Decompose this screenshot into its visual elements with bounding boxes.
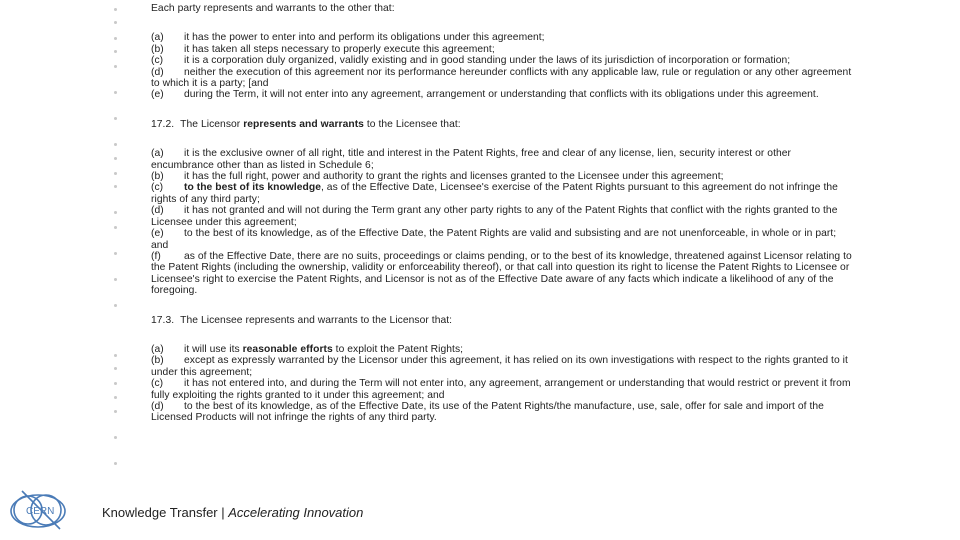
bullet-marker bbox=[114, 410, 117, 413]
item-tag: (a) bbox=[151, 148, 164, 160]
section-number: 17.3. bbox=[151, 314, 175, 326]
item-tag: (e) bbox=[151, 89, 164, 101]
item-text: to the best of its knowledge, as of the Effective Date, the Patent Rights are valid and subsisting and are not unenforceable, in whole or in part; and bbox=[151, 228, 837, 251]
bullet-marker bbox=[114, 157, 117, 160]
list-item bbox=[151, 228, 856, 251]
bullet-marker bbox=[114, 65, 117, 68]
item-text: neither the execution of this agreement nor its performance hereunder conflicts with any applicable law, rule or regulation or any other agreement to which it is a party; [and bbox=[151, 66, 852, 90]
bullet-marker bbox=[114, 304, 117, 307]
intro-paragraph: Each party represents and warrants to the other that: bbox=[151, 3, 395, 14]
bullet-marker bbox=[114, 91, 117, 94]
item-tag: (b) bbox=[151, 355, 164, 367]
licensor-warranties-list bbox=[151, 148, 856, 296]
item-text: it is the exclusive owner of all right, title and interest in the Patent Rights, free and clear of any license, lien, security interest or other encumbrance other than as listed in Schedule 6; bbox=[151, 148, 792, 171]
section-heading-17-2 bbox=[151, 119, 856, 130]
item-tag: (c) bbox=[151, 378, 164, 390]
bullet-marker bbox=[114, 8, 117, 11]
bullet-marker bbox=[114, 396, 117, 399]
bullet-marker bbox=[114, 382, 117, 385]
logo-wordmark: CERN bbox=[26, 506, 55, 517]
item-text: it has the full right, power and authority to grant the rights and licenses granted to the Licensee under this agreement; bbox=[184, 171, 724, 183]
list-item bbox=[151, 344, 856, 355]
list-item bbox=[151, 32, 856, 43]
item-text: to the best of its knowledge, as of the Effective Date, its use of the Patent Rights/the manufacture, use, sale, offer for sale and import of the Licensed Products will not infringe the rights of any third party. bbox=[151, 400, 824, 424]
item-tag: (b) bbox=[151, 43, 164, 55]
item-text: it will use its bbox=[184, 343, 243, 355]
bullet-marker bbox=[114, 436, 117, 439]
bullet-marker bbox=[114, 21, 117, 24]
heading-text: to the Licensee that: bbox=[363, 118, 461, 130]
item-text: as of the Effective Date, there are no suits, proceedings or claims pending, or to the best of its knowledge, threatened against Licensor relating to the Patent Rights (including the ownership, validity or enforceability thereof), or that call into question its right to license the Patent Rights to Licensee or Licensee's right to exercise the Patent Rights, and Licensor is not as of the Effective Date aware of any facts which indicate a likelihood of any of the foregoing. bbox=[151, 250, 852, 297]
list-item bbox=[151, 205, 856, 228]
bullet-marker bbox=[114, 50, 117, 53]
list-item bbox=[151, 401, 856, 424]
bullet-marker bbox=[114, 37, 117, 40]
mutual-warranties-list bbox=[151, 32, 856, 100]
heading-emphasis: represents and warrants bbox=[243, 118, 364, 130]
item-tag: (a) bbox=[151, 32, 164, 44]
item-tag: (a) bbox=[151, 343, 164, 355]
list-item bbox=[151, 182, 856, 205]
footer-org: Knowledge Transfer bbox=[102, 505, 218, 520]
bullet-marker bbox=[114, 226, 117, 229]
item-text: it has not granted and will not during the Term grant any other party rights to any of the Patent Rights that conflict with the rights granted to the Licensee under this agreement; bbox=[151, 205, 838, 228]
cern-logo bbox=[8, 489, 72, 540]
bullet-marker bbox=[114, 185, 117, 188]
section-heading-17-3 bbox=[151, 315, 856, 326]
item-tag: (f) bbox=[151, 250, 161, 262]
list-item bbox=[151, 148, 856, 171]
bullet-marker bbox=[114, 462, 117, 465]
item-tag: (e) bbox=[151, 228, 164, 240]
footer-separator: | bbox=[217, 505, 229, 520]
bullet-marker bbox=[114, 117, 117, 120]
item-text: it has taken all steps necessary to properly execute this agreement; bbox=[184, 43, 495, 55]
item-text: except as expressly warranted by the Licensor under this agreement, it has relied on its own investigations with respect to the rights granted to it under this agreement; bbox=[151, 355, 848, 378]
item-text: it has the power to enter into and perform its obligations under this agreement; bbox=[184, 32, 545, 44]
footer bbox=[102, 505, 363, 520]
item-tag: (d) bbox=[151, 400, 164, 412]
bullet-marker bbox=[114, 278, 117, 281]
bullet-marker bbox=[114, 172, 117, 175]
footer-tagline: Accelerating Innovation bbox=[228, 505, 364, 520]
list-item bbox=[151, 378, 856, 401]
bullet-marker bbox=[114, 367, 117, 370]
bullet-marker bbox=[114, 211, 117, 214]
list-item bbox=[151, 171, 856, 182]
item-tag: (d) bbox=[151, 205, 164, 217]
item-text: it has not entered into, and during the Term will not enter into, any agreement, arrangement or understanding that would restrict or prevent it from fully exploiting the rights granted to it under this agreement; and bbox=[151, 378, 851, 401]
item-emphasis: reasonable efforts bbox=[242, 343, 333, 355]
heading-text: The Licensor bbox=[180, 118, 244, 130]
section-number: 17.2. bbox=[151, 118, 175, 130]
item-tag: (b) bbox=[151, 171, 164, 183]
list-item bbox=[151, 55, 856, 66]
list-item bbox=[151, 355, 856, 378]
item-text: during the Term, it will not enter into any agreement, arrangement or understanding that conflicts with its obligations under this agreement. bbox=[184, 89, 819, 101]
cern-logo-icon bbox=[8, 489, 72, 535]
item-text: to exploit the Patent Rights; bbox=[332, 343, 464, 355]
item-text: , as of the Effective Date, Licensee's exercise of the Patent Rights pursuant to this agreement do not infringe the rights of any third party; bbox=[151, 182, 838, 205]
bullet-marker bbox=[114, 143, 117, 146]
document-body bbox=[151, 3, 856, 424]
item-emphasis: to the best of its knowledge bbox=[184, 182, 321, 194]
heading-text: The Licensee represents and warrants to the Licensor that: bbox=[180, 314, 453, 326]
list-item bbox=[151, 89, 856, 100]
item-text: it is a corporation duly organized, validly existing and in good standing under the laws of its jurisdiction of incorporation or formation; bbox=[184, 55, 791, 67]
item-tag: (d) bbox=[151, 66, 164, 78]
licensee-warranties-list bbox=[151, 344, 856, 424]
bullet-marker bbox=[114, 252, 117, 255]
list-item bbox=[151, 44, 856, 55]
list-item bbox=[151, 67, 856, 90]
item-tag: (c) bbox=[151, 182, 164, 194]
bullet-marker bbox=[114, 354, 117, 357]
list-item bbox=[151, 251, 856, 297]
item-tag: (c) bbox=[151, 55, 164, 67]
